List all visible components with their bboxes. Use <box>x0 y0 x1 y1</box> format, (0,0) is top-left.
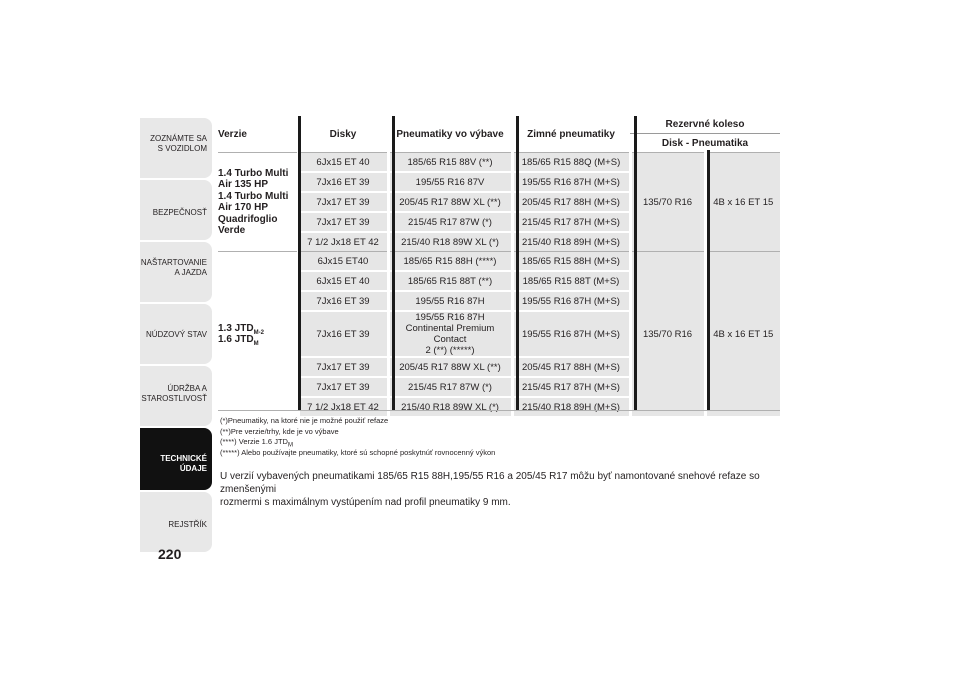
footnote: (*)Pneumatiky, na ktoré nie je možné použiť refaze <box>220 416 389 425</box>
tab-technical-data[interactable]: TECHNICKÉ ÚDAJE <box>140 428 212 490</box>
winter-cell: 215/40 R18 89H (M+S) <box>512 232 630 252</box>
rim-cell: 6Jx15 ET40 <box>298 252 388 272</box>
page-number: 220 <box>158 546 182 562</box>
snow-chains-note: U verzií vybavených pneumatikami 185/65 R15 88H,195/55 R16 a 205/45 R17 môžu byť namontované snehové refaze so zmenšenými rozmermi s maximálnym vystúpením nad profil pneumatiky 9 mm. <box>220 471 760 508</box>
table-bottom-rule <box>218 410 780 411</box>
rim-cell: 6Jx15 ET 40 <box>298 153 388 173</box>
tyre-cell: 215/40 R18 89W XL (*) <box>388 232 512 252</box>
tyre-cell: 205/45 R17 88W XL (**) <box>388 357 512 377</box>
winter-cell: 215/45 R17 87H (M+S) <box>512 212 630 232</box>
footnote: (****) Verzie 1.6 $JTD_M$ <box>220 437 293 449</box>
header-rims: Disky <box>329 128 357 140</box>
table-row <box>218 252 780 272</box>
rim-cell: 6Jx15 ET 40 <box>298 271 388 291</box>
tyre-cell: 185/65 R15 88T (**) <box>388 271 512 291</box>
winter-cell: 185/65 R15 88H (M+S) <box>512 252 630 272</box>
rim-cell: 7Jx17 ET 39 <box>298 192 388 212</box>
header-version: Verzie <box>218 128 247 140</box>
table-header-row <box>218 116 780 134</box>
winter-cell: 205/45 R17 88H (M+S) <box>512 192 630 212</box>
tab-vehicle-intro[interactable]: ZOZNÁMTE SA S VOZIDLOM <box>140 118 212 178</box>
wheels-tyres-table <box>218 116 780 416</box>
tyre-cell: 185/65 R15 88H (****) <box>388 252 512 272</box>
rim-cell: 7Jx16 ET 39 <box>298 172 388 192</box>
tab-maintenance[interactable]: ÚDRŽBA A STAROSTLIVOSŤ <box>140 366 212 426</box>
spare-rim-cell: 4B x 16 ET 15 <box>705 252 780 417</box>
tab-index[interactable]: REJSTŘÍK <box>140 492 212 552</box>
tyre-cell: 205/45 R17 88W XL (**) <box>388 192 512 212</box>
rim-cell: 7Jx17 ET 39 <box>298 377 388 397</box>
footnotes <box>220 416 495 458</box>
winter-cell: 215/40 R18 89H (M+S) <box>512 397 630 416</box>
tyre-cell: 215/45 R17 87W (*) <box>388 377 512 397</box>
column-divider <box>707 150 710 410</box>
chapter-tabs <box>140 118 212 554</box>
winter-cell: 185/65 R15 88Q (M+S) <box>512 153 630 173</box>
rim-cell: 7Jx17 ET 39 <box>298 357 388 377</box>
table-row <box>218 153 780 173</box>
spare-tyre-cell: 135/70 R16 <box>630 153 705 252</box>
footnote: (**)Pre verzie/trhy, kde je vo výbave <box>220 426 339 436</box>
column-divider <box>392 116 395 410</box>
rim-cell: 7Jx16 ET 39 <box>298 311 388 357</box>
rim-cell: 7 1/2 Jx18 ET 42 <box>298 232 388 252</box>
tyre-cell: 195/55 R16 87H <box>388 291 512 311</box>
header-tyres-equipped: Pneumatiky vo výbave <box>396 128 504 140</box>
winter-cell: 185/65 R15 88T (M+S) <box>512 271 630 291</box>
column-divider <box>634 116 637 410</box>
header-spare-sub: Disk - Pneumatika <box>661 137 749 149</box>
winter-cell: 195/55 R16 87H (M+S) <box>512 291 630 311</box>
rim-cell: 7 1/2 Jx18 ET 42 <box>298 397 388 416</box>
winter-cell: 215/45 R17 87H (M+S) <box>512 377 630 397</box>
winter-cell: 195/55 R16 87H (M+S) <box>512 311 630 357</box>
rim-cell: 7Jx16 ET 39 <box>298 291 388 311</box>
tyre-cell: 215/40 R18 89W XL (*) <box>388 397 512 416</box>
version-diesel: 1.3 $JTD_{M-2}$ 1.6 $JTD_M$ <box>218 252 298 417</box>
spare-rim-cell: 4B x 16 ET 15 <box>705 153 780 252</box>
version-petrol: 1.4 Turbo Multi Air 135 HP 1.4 Turbo Multi Air 170 HP Quadrifoglio Verde <box>218 153 298 252</box>
tab-starting-driving[interactable]: NAŠTARTOVANIE A JAZDA <box>140 242 212 302</box>
column-divider <box>298 116 301 410</box>
tab-safety[interactable]: BEZPEČNOSŤ <box>140 180 212 240</box>
column-divider <box>516 116 519 410</box>
header-spare-wheel: Rezervné koleso <box>630 116 780 134</box>
spare-tyre-cell: 135/70 R16 <box>630 252 705 417</box>
tyre-cell: 195/55 R16 87V <box>388 172 512 192</box>
footnote: (*****) Alebo používajte pneumatiky, ktoré sú schopné poskytnúť rovnocenný výkon <box>220 447 496 457</box>
tyre-cell: 215/45 R17 87W (*) <box>388 212 512 232</box>
tyre-cell: 185/65 R15 88V (**) <box>388 153 512 173</box>
tab-emergency[interactable]: NÚDZOVÝ STAV <box>140 304 212 364</box>
winter-cell: 205/45 R17 88H (M+S) <box>512 357 630 377</box>
tyre-cell: 195/55 R16 87H Continental Premium Contact 2 (**) (*****) <box>388 311 512 357</box>
header-winter-tyres: Zimné pneumatiky <box>527 128 615 140</box>
rim-cell: 7Jx17 ET 39 <box>298 212 388 232</box>
winter-cell: 195/55 R16 87H (M+S) <box>512 172 630 192</box>
